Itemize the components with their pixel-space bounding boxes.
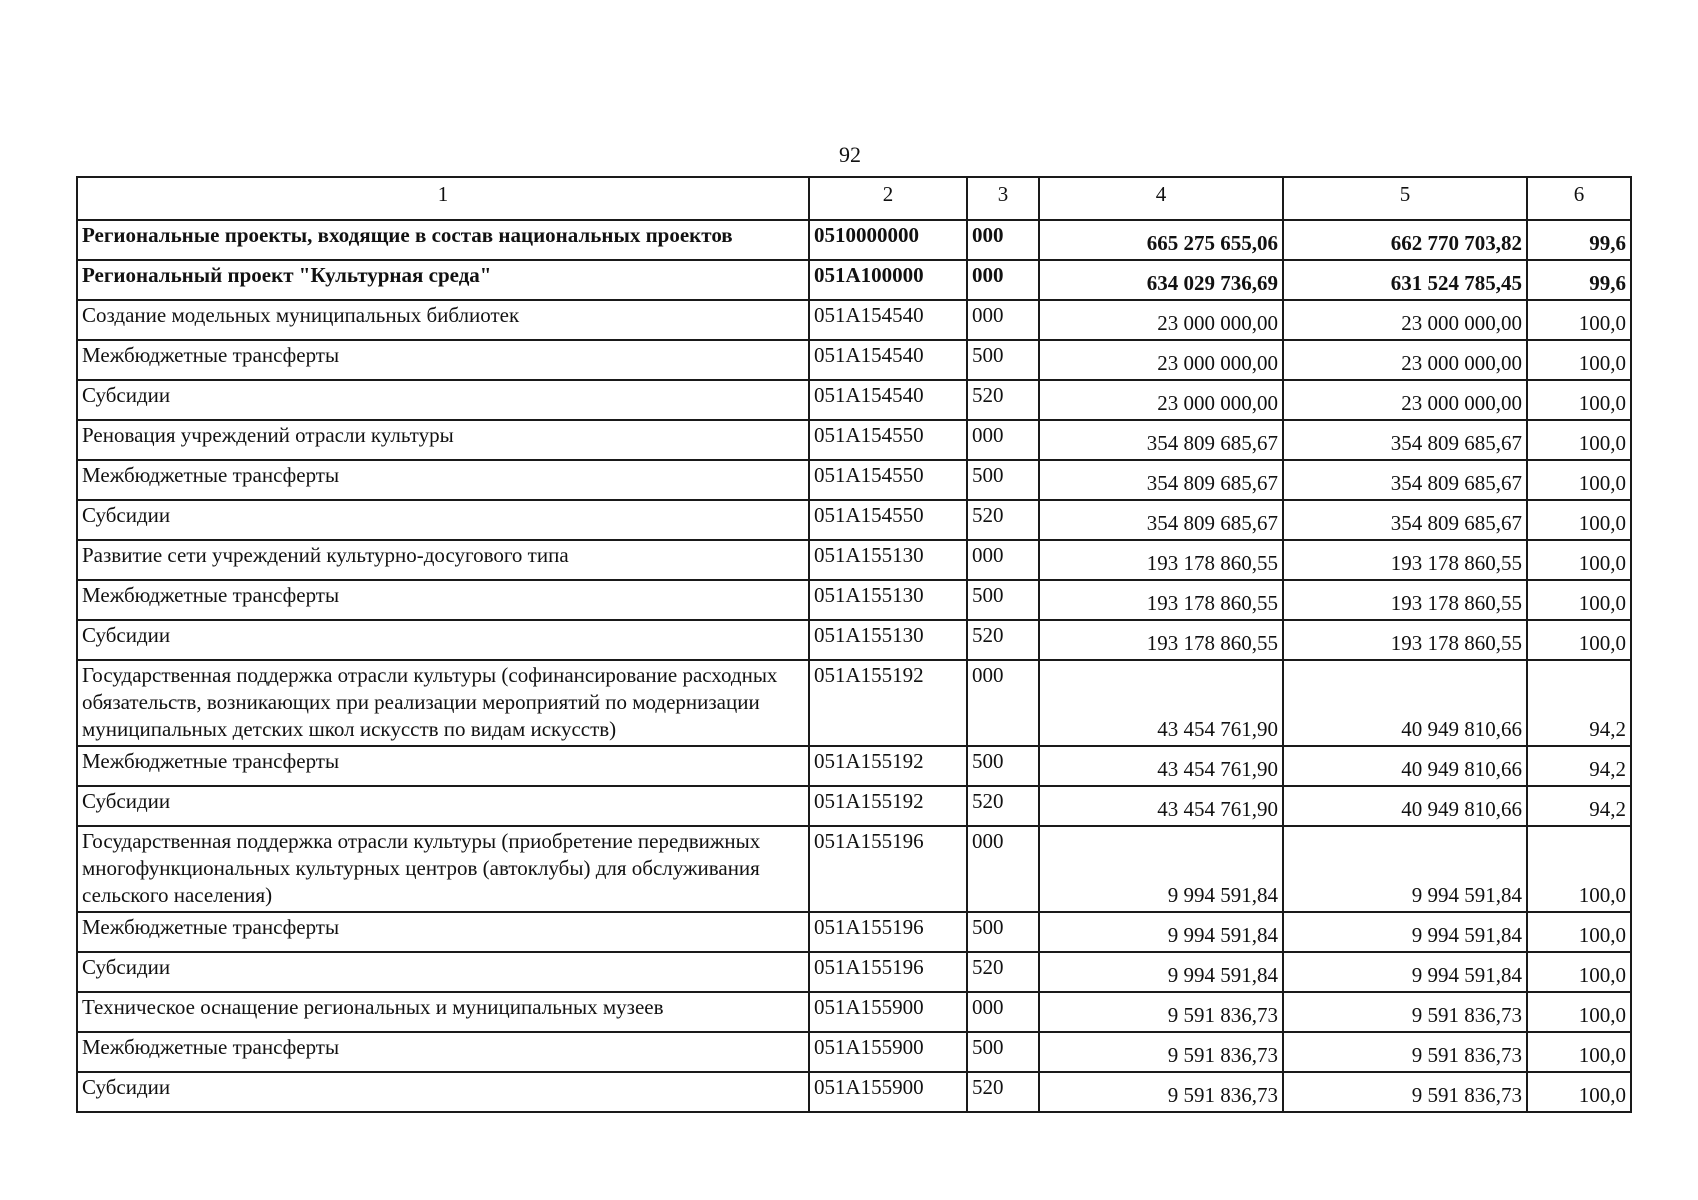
row-percent-cell: 100,0 (1527, 1032, 1631, 1072)
row-fact-amount-cell: 354 809 685,67 (1283, 420, 1527, 460)
row-fact-amount-cell: 9 591 836,73 (1283, 1072, 1527, 1112)
row-percent-cell: 100,0 (1527, 540, 1631, 580)
row-fact-amount-cell: 9 591 836,73 (1283, 1032, 1527, 1072)
row-code-cell: 051A155196 (809, 912, 967, 952)
row-code-cell: 051A155196 (809, 952, 967, 992)
row-percent-cell: 100,0 (1527, 912, 1631, 952)
row-plan-amount-cell: 43 454 761,90 (1039, 746, 1283, 786)
row-type-cell: 500 (967, 580, 1039, 620)
row-plan-amount-cell: 43 454 761,90 (1039, 660, 1283, 746)
table-row (77, 992, 1631, 1032)
row-plan-amount-cell: 354 809 685,67 (1039, 500, 1283, 540)
row-type-cell: 000 (967, 220, 1039, 260)
row-name-cell: Межбюджетные трансферты (77, 1032, 809, 1072)
row-fact-amount-cell: 193 178 860,55 (1283, 620, 1527, 660)
table-row (77, 460, 1631, 500)
row-code-cell: 051A154550 (809, 460, 967, 500)
row-type-cell: 500 (967, 912, 1039, 952)
row-plan-amount-cell: 43 454 761,90 (1039, 786, 1283, 826)
row-code-cell: 051A155130 (809, 540, 967, 580)
row-percent-cell: 100,0 (1527, 992, 1631, 1032)
row-plan-amount-cell: 23 000 000,00 (1039, 340, 1283, 380)
row-percent-cell: 100,0 (1527, 380, 1631, 420)
table-row (77, 420, 1631, 460)
row-percent-cell: 100,0 (1527, 500, 1631, 540)
row-name-cell: Субсидии (77, 1072, 809, 1112)
row-name-cell: Субсидии (77, 952, 809, 992)
table-row (77, 620, 1631, 660)
table-row (77, 540, 1631, 580)
row-type-cell: 500 (967, 746, 1039, 786)
row-fact-amount-cell: 40 949 810,66 (1283, 746, 1527, 786)
row-fact-amount-cell: 9 994 591,84 (1283, 952, 1527, 992)
row-name-cell: Межбюджетные трансферты (77, 580, 809, 620)
row-code-cell: 051A154540 (809, 340, 967, 380)
table-row (77, 580, 1631, 620)
row-type-cell: 500 (967, 1032, 1039, 1072)
row-percent-cell: 100,0 (1527, 952, 1631, 992)
row-fact-amount-cell: 354 809 685,67 (1283, 460, 1527, 500)
row-code-cell: 051A155130 (809, 580, 967, 620)
row-fact-amount-cell: 9 994 591,84 (1283, 826, 1527, 912)
row-plan-amount-cell: 193 178 860,55 (1039, 540, 1283, 580)
table-row (77, 500, 1631, 540)
row-percent-cell: 100,0 (1527, 300, 1631, 340)
row-name-cell: Межбюджетные трансферты (77, 912, 809, 952)
row-code-cell: 051A154550 (809, 420, 967, 460)
row-name-cell: Развитие сети учреждений культурно-досугового типа (77, 540, 809, 580)
row-name-cell: Субсидии (77, 620, 809, 660)
row-code-cell: 051A155192 (809, 660, 967, 746)
header-cell: 5 (1283, 177, 1527, 220)
row-type-cell: 000 (967, 260, 1039, 300)
header-cell: 1 (77, 177, 809, 220)
row-code-cell: 051A155900 (809, 1072, 967, 1112)
row-fact-amount-cell: 9 994 591,84 (1283, 912, 1527, 952)
row-code-cell: 051A155130 (809, 620, 967, 660)
row-type-cell: 000 (967, 540, 1039, 580)
row-fact-amount-cell: 40 949 810,66 (1283, 786, 1527, 826)
row-name-cell: Реновация учреждений отрасли культуры (77, 420, 809, 460)
table-row (77, 912, 1631, 952)
row-percent-cell: 94,2 (1527, 746, 1631, 786)
row-fact-amount-cell: 193 178 860,55 (1283, 580, 1527, 620)
row-name-cell: Субсидии (77, 380, 809, 420)
table-row (77, 746, 1631, 786)
row-type-cell: 000 (967, 300, 1039, 340)
row-name-cell: Региональный проект "Культурная среда" (77, 260, 809, 300)
header-cell: 4 (1039, 177, 1283, 220)
table-row (77, 826, 1631, 912)
header-cell: 2 (809, 177, 967, 220)
table-row (77, 952, 1631, 992)
row-fact-amount-cell: 23 000 000,00 (1283, 380, 1527, 420)
page-number: 92 (839, 142, 861, 167)
row-plan-amount-cell: 23 000 000,00 (1039, 300, 1283, 340)
row-fact-amount-cell: 631 524 785,45 (1283, 260, 1527, 300)
row-type-cell: 520 (967, 786, 1039, 826)
row-code-cell: 051A154540 (809, 300, 967, 340)
row-type-cell: 520 (967, 380, 1039, 420)
row-percent-cell: 94,2 (1527, 660, 1631, 746)
row-plan-amount-cell: 354 809 685,67 (1039, 460, 1283, 500)
row-name-cell: Межбюджетные трансферты (77, 460, 809, 500)
row-plan-amount-cell: 193 178 860,55 (1039, 620, 1283, 660)
row-code-cell: 051A155900 (809, 1032, 967, 1072)
table-row (77, 260, 1631, 300)
row-plan-amount-cell: 354 809 685,67 (1039, 420, 1283, 460)
row-fact-amount-cell: 662 770 703,82 (1283, 220, 1527, 260)
row-code-cell: 051A154550 (809, 500, 967, 540)
row-percent-cell: 100,0 (1527, 620, 1631, 660)
table-row (77, 380, 1631, 420)
row-plan-amount-cell: 9 994 591,84 (1039, 912, 1283, 952)
row-type-cell: 000 (967, 826, 1039, 912)
row-plan-amount-cell: 9 994 591,84 (1039, 952, 1283, 992)
row-code-cell: 051A154540 (809, 380, 967, 420)
row-name-cell: Межбюджетные трансферты (77, 746, 809, 786)
row-type-cell: 000 (967, 420, 1039, 460)
row-code-cell: 051A155192 (809, 786, 967, 826)
row-plan-amount-cell: 9 994 591,84 (1039, 826, 1283, 912)
row-fact-amount-cell: 193 178 860,55 (1283, 540, 1527, 580)
row-percent-cell: 100,0 (1527, 460, 1631, 500)
row-name-cell: Техническое оснащение региональных и муниципальных музеев (77, 992, 809, 1032)
row-type-cell: 520 (967, 500, 1039, 540)
table-row (77, 220, 1631, 260)
table-header-row (77, 177, 1631, 220)
row-name-cell: Государственная поддержка отрасли культуры (приобретение передвижных многофункциональных культурных центров (автоклубы) для обслуживания сельского населения) (77, 826, 809, 912)
row-fact-amount-cell: 354 809 685,67 (1283, 500, 1527, 540)
table-row (77, 340, 1631, 380)
row-type-cell: 500 (967, 460, 1039, 500)
row-type-cell: 520 (967, 952, 1039, 992)
row-percent-cell: 99,6 (1527, 260, 1631, 300)
row-type-cell: 000 (967, 992, 1039, 1032)
table-row (77, 300, 1631, 340)
row-name-cell: Межбюджетные трансферты (77, 340, 809, 380)
budget-execution-table (76, 176, 1632, 1113)
row-code-cell: 051A155192 (809, 746, 967, 786)
row-type-cell: 500 (967, 340, 1039, 380)
row-fact-amount-cell: 23 000 000,00 (1283, 300, 1527, 340)
header-cell: 6 (1527, 177, 1631, 220)
table-row (77, 1072, 1631, 1112)
row-plan-amount-cell: 9 591 836,73 (1039, 1072, 1283, 1112)
row-percent-cell: 100,0 (1527, 420, 1631, 460)
row-code-cell: 0510000000 (809, 220, 967, 260)
row-percent-cell: 99,6 (1527, 220, 1631, 260)
table-row (77, 1032, 1631, 1072)
row-code-cell: 051A100000 (809, 260, 967, 300)
row-name-cell: Региональные проекты, входящие в состав национальных проектов (77, 220, 809, 260)
row-name-cell: Государственная поддержка отрасли культуры (софинансирование расходных обязательств, возникающих при реализации мероприятий по модернизации муниципальных детских школ искусств по видам искусств) (77, 660, 809, 746)
row-percent-cell: 100,0 (1527, 340, 1631, 380)
row-type-cell: 520 (967, 1072, 1039, 1112)
row-fact-amount-cell: 9 591 836,73 (1283, 992, 1527, 1032)
row-percent-cell: 94,2 (1527, 786, 1631, 826)
row-percent-cell: 100,0 (1527, 580, 1631, 620)
row-percent-cell: 100,0 (1527, 1072, 1631, 1112)
row-type-cell: 520 (967, 620, 1039, 660)
row-plan-amount-cell: 9 591 836,73 (1039, 1032, 1283, 1072)
row-plan-amount-cell: 23 000 000,00 (1039, 380, 1283, 420)
header-cell: 3 (967, 177, 1039, 220)
table-body (77, 177, 1631, 1112)
row-name-cell: Субсидии (77, 500, 809, 540)
row-plan-amount-cell: 193 178 860,55 (1039, 580, 1283, 620)
row-plan-amount-cell: 665 275 655,06 (1039, 220, 1283, 260)
row-fact-amount-cell: 23 000 000,00 (1283, 340, 1527, 380)
row-name-cell: Создание модельных муниципальных библиотек (77, 300, 809, 340)
row-code-cell: 051A155196 (809, 826, 967, 912)
row-plan-amount-cell: 634 029 736,69 (1039, 260, 1283, 300)
table-row (77, 786, 1631, 826)
table-row (77, 660, 1631, 746)
row-fact-amount-cell: 40 949 810,66 (1283, 660, 1527, 746)
row-code-cell: 051A155900 (809, 992, 967, 1032)
row-type-cell: 000 (967, 660, 1039, 746)
row-plan-amount-cell: 9 591 836,73 (1039, 992, 1283, 1032)
row-percent-cell: 100,0 (1527, 826, 1631, 912)
row-name-cell: Субсидии (77, 786, 809, 826)
